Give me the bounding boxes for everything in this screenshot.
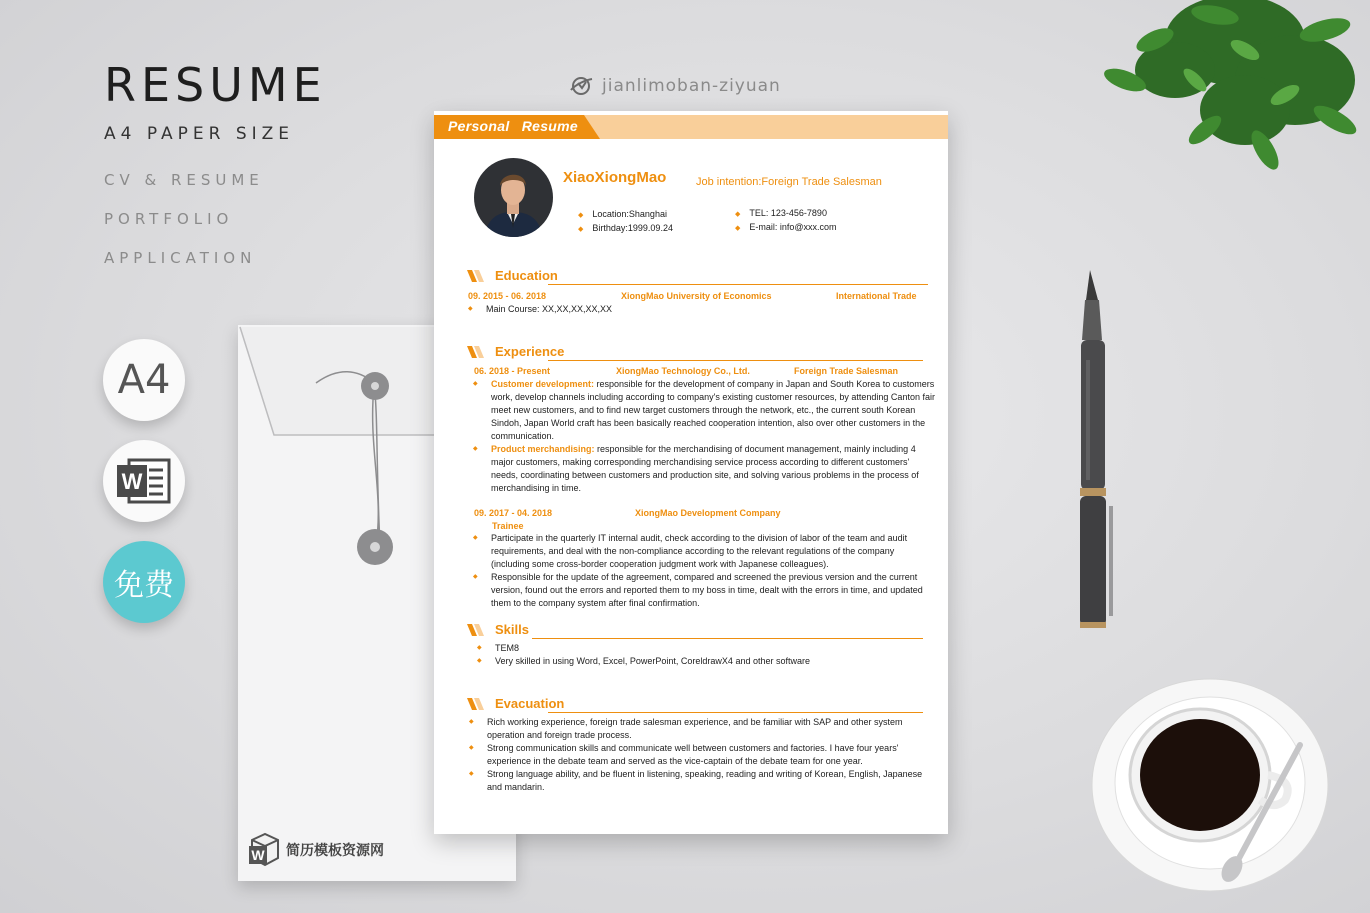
rocket-logo-icon	[568, 74, 594, 98]
edu-course: ◆ Main Course: XX,XX,XX,XX,XX	[468, 303, 928, 316]
education-heading	[467, 268, 558, 283]
evacuation-item: ◆ Strong language ability, and be fluent in listening, speaking, reading and writing of Korean, English, Japanese and mandarin.	[469, 768, 929, 794]
job2-list	[473, 532, 935, 610]
location: Location:Shanghai	[592, 209, 667, 219]
education-title: Education	[495, 268, 558, 283]
skills-heading	[467, 622, 529, 637]
svg-text:W: W	[121, 469, 143, 494]
job2-item-agreement: ◆ Responsible for the update of the agreement, compared and screened the previous version and the current version, found out the errors and reported them to my boss in time, dealt with the errors in time, and updated them to the company system after final confirmation.	[473, 571, 935, 610]
watermark	[568, 74, 781, 98]
promo-line-portfolio: PORTFOLIO	[104, 210, 234, 228]
evacuation-heading	[467, 696, 564, 711]
promo-line-application: APPLICATION	[104, 249, 257, 267]
word-doc-icon	[115, 456, 173, 506]
brand-cube-icon	[248, 832, 282, 868]
header-label: Personal Resume	[448, 118, 578, 134]
experience-rule	[548, 360, 923, 361]
section-stripe-icon	[467, 698, 486, 710]
edu-school: XiongMao University of Economics	[621, 291, 772, 301]
promo-subtitle: A4 PAPER SIZE	[104, 124, 295, 144]
watermark-text: jianlimoban-ziyuan	[602, 76, 781, 96]
evacuation-item: ◆ Rich working experience, foreign trade salesman experience, and be familiar with SAP and other system operation and foreign trade process.	[469, 716, 929, 742]
job2-role: Trainee	[492, 521, 524, 531]
birthday: Birthday:1999.09.24	[592, 223, 673, 233]
job-intention: Job intention:Foreign Trade Salesman	[696, 176, 882, 188]
edu-list	[468, 303, 928, 316]
skills-list	[477, 642, 932, 668]
evacuation-title: Evacuation	[495, 696, 565, 711]
job2-item-audit: ◆ Participate in the quarterly IT internal audit, check according to the division of labor of the team and audit requirements, and deal with the non-compliance according to the relevant regulations of the company (including some cross-border cooperation judgment work with Japanese colleagues).	[473, 532, 935, 571]
job1-company: XiongMao Technology Co., Ltd.	[616, 366, 750, 376]
experience-heading	[467, 344, 564, 359]
section-stripe-icon	[467, 346, 486, 358]
contact-right: ◆ TEL: 123-456-7890 ◆ E-mail: info@xxx.com	[735, 208, 837, 232]
job1-list	[473, 378, 935, 495]
job1-item-merchandising: ◆ Product merchandising: responsible for the merchandising of document management, mainly including 4 major customers, making corresponding merchandising service process according to different customers' needs, coordinating between customers and production site, and solving various problems in the process of merchandising in time.	[473, 443, 935, 495]
section-stripe-icon	[467, 624, 486, 636]
job1-role: Foreign Trade Salesman	[794, 366, 899, 376]
job1-period: 06. 2018 - Present	[474, 366, 551, 376]
section-stripe-icon	[467, 270, 486, 282]
edu-period: 09. 2015 - 06. 2018	[468, 291, 547, 301]
fountain-pen	[1064, 270, 1124, 640]
brand-logo	[248, 832, 384, 868]
free-badge: 免费	[103, 541, 185, 623]
word-badge	[103, 440, 185, 522]
edu-major: International Trade	[836, 291, 917, 301]
job2-period: 09. 2017 - 04. 2018	[474, 508, 553, 518]
coffee-cup	[1080, 675, 1340, 905]
brand-logo-letter: W	[251, 847, 265, 863]
skill-item: ◆ TEM8	[477, 642, 932, 655]
evacuation-item: ◆ Strong communication skills and communicate well between customers and factories. I have four years' experience in the debate team and served as the vice-captain of the debate team for one year.	[469, 742, 929, 768]
contact-left: ◆ Location:Shanghai ◆ Birthday:1999.09.24	[578, 209, 673, 233]
email: E-mail: info@xxx.com	[749, 222, 837, 232]
job1-item-customer-dev: ◆ Customer development: responsible for the development of company in Japan and South Korea to customers work, develop channels including according to company's existing customer resources, by attending Canton fair meet new customers, and to find new target customers through the network, etc., the current south Korean Sindoh, Japan World craft has been basically reached cooperation intention, also over other customers in the communication.	[473, 378, 935, 443]
profile-photo	[474, 158, 553, 237]
skills-rule	[532, 638, 923, 639]
job2-company: XiongMao Development Company	[635, 508, 781, 518]
resume-page	[434, 111, 948, 834]
education-rule	[548, 284, 928, 285]
telephone: TEL: 123-456-7890	[749, 208, 827, 218]
promo-title: RESUME	[104, 58, 327, 112]
a4-badge: A4	[103, 339, 185, 421]
evacuation-list	[469, 716, 929, 794]
candidate-name: XiaoXiongMao	[563, 169, 667, 186]
skill-item: ◆ Very skilled in using Word, Excel, PowerPoint, CoreldrawX4 and other software	[477, 655, 932, 668]
experience-title: Experience	[495, 344, 565, 359]
skills-title: Skills	[495, 622, 529, 637]
evacuation-rule	[548, 712, 923, 713]
brand-text: 简历模板资源网	[286, 842, 384, 858]
promo-line-cv: CV & RESUME	[104, 171, 264, 189]
plant-leaves	[1085, 0, 1370, 170]
